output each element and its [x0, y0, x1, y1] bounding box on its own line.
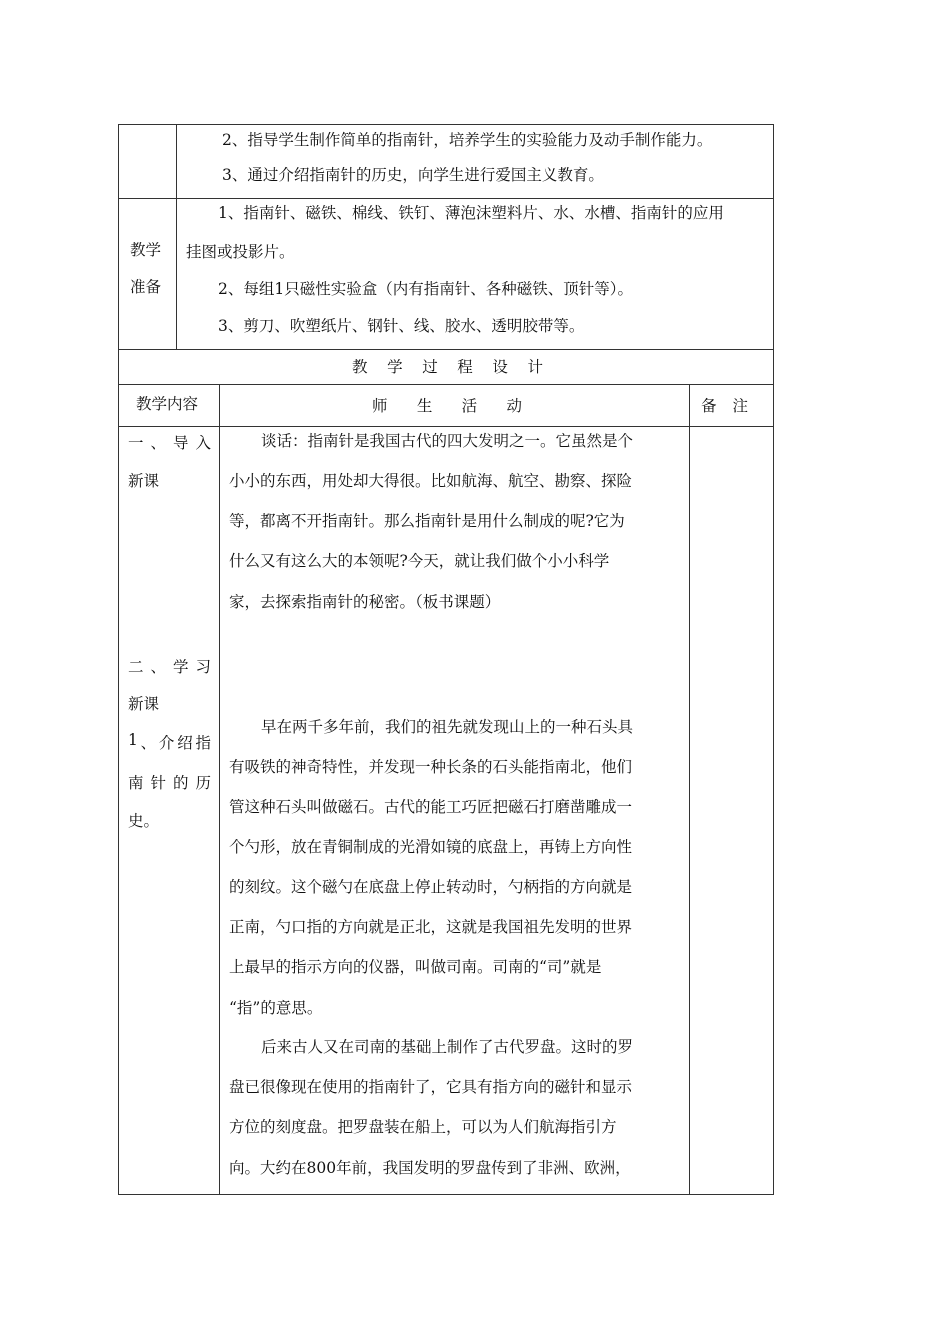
section-intro-char: 入: [195, 434, 211, 452]
activity-line: 盘已很像现在使用的指南针了，它具有指方向的磁针和显示: [229, 1078, 633, 1096]
preparation-item-1-line2: 挂图或投影片。: [186, 243, 295, 261]
process-title: [352, 355, 543, 377]
preparation-label-line2: 准备: [130, 278, 162, 296]
table-border-bottom: [118, 1194, 774, 1195]
header-activity: [372, 394, 522, 416]
header-activity-char: 活: [461, 397, 478, 415]
process-title-char: 程: [457, 358, 473, 376]
section-learn-char: 学: [172, 658, 189, 676]
activity-line: 家，去探索指南针的秘密。（板书课题）: [229, 593, 501, 611]
table-rule-vertical: [176, 124, 177, 350]
preparation-label-line1: 教学: [130, 241, 162, 259]
activity-line: 管这种石头叫做磁石。古代的能工巧匠把磁石打磨凿雕成一: [229, 798, 633, 816]
section-learn-char: 习: [195, 658, 211, 676]
process-title-char: 学: [387, 358, 403, 376]
header-notes: [701, 394, 748, 416]
section-intro-line2: 新课: [128, 472, 160, 490]
header-activity-char: 师: [372, 397, 388, 415]
activity-line: 有吸铁的神奇特性，并发现一种长条的石头能指南北，他们: [229, 758, 633, 776]
section-intro-char: 一: [128, 434, 144, 452]
section-history-char: 绍: [177, 734, 193, 752]
activity-line: 上最早的指示方向的仪器，叫做司南。司南的“司”就是: [229, 958, 602, 976]
activity-line: 谈话：指南针是我国古代的四大发明之一。它虽然是个: [261, 432, 634, 450]
table-rule-vertical: [219, 384, 220, 1195]
header-activity-char: 动: [506, 397, 522, 415]
header-content: 教学内容: [136, 395, 199, 413]
section-history-char: 介: [158, 734, 175, 752]
section-history-char: 指: [195, 734, 211, 752]
section-intro-char: 、: [150, 434, 166, 452]
section-history-char: 1: [128, 731, 138, 749]
activity-line: 什么又有这么大的本领呢?今天，就让我们做个小小科学: [229, 552, 610, 570]
activity-line: 等，都离不开指南针。那么指南针是用什么制成的呢?它为: [229, 512, 625, 530]
header-notes-char: 备: [701, 397, 717, 415]
section-history-char: 针: [150, 774, 166, 792]
activity-line: 早在两千多年前，我们的祖先就发现山上的一种石头具: [261, 718, 634, 736]
section-history-char: 南: [128, 774, 144, 792]
table-rule: [118, 198, 774, 199]
section-history-char: 的: [172, 774, 189, 792]
section-learn-line2: 新课: [128, 695, 160, 713]
section-intro-line1: [128, 431, 211, 453]
preparation-item-1-line1: 1、指南针、磁铁、棉线、铁钉、薄泡沫塑料片、水、水槽、指南针的应用: [218, 204, 724, 222]
activity-line: 小小的东西，用处却大得很。比如航海、航空、勘察、探险: [229, 472, 633, 490]
process-title-char: 教: [352, 358, 368, 376]
activity-line: 后来古人又在司南的基础上制作了古代罗盘。这时的罗: [261, 1038, 634, 1056]
activity-line: 的刻纹。这个磁勺在底盘上停止转动时，勺柄指的方向就是: [229, 878, 633, 896]
section-learn-char: 二: [128, 658, 144, 676]
preparation-item-3: 3、剪刀、吹塑纸片、钢针、线、胶水、透明胶带等。: [218, 317, 585, 335]
activity-line: 向。大约在800年前，我国发明的罗盘传到了非洲、欧洲，: [229, 1159, 631, 1177]
section-history-char: 历: [195, 774, 211, 792]
section-history-line3: 史。: [128, 812, 160, 830]
objective-item-3: 3、通过介绍指南针的历史，向学生进行爱国主义教育。: [222, 166, 604, 184]
section-intro-char: 导: [172, 434, 189, 452]
preparation-item-2: 2、每组1只磁性实验盒（内有指南针、各种磁铁、顶针等）。: [218, 280, 633, 298]
section-history-line2: [128, 771, 211, 793]
table-border-right: [773, 124, 774, 1195]
table-border-top: [118, 124, 774, 125]
activity-line: 正南，勺口指的方向就是正北，这就是我国祖先发明的世界: [229, 918, 633, 936]
table-rule-vertical: [689, 384, 690, 1195]
table-border-left: [118, 124, 119, 1195]
table-rule: [118, 349, 774, 350]
header-activity-char: 生: [416, 397, 433, 415]
activity-line: “指”的意思。: [229, 999, 323, 1017]
process-title-char: 计: [527, 358, 543, 376]
activity-line: 个勺形，放在青铜制成的光滑如镜的底盘上，再铸上方向性: [229, 838, 633, 856]
section-history-line1: [128, 731, 211, 753]
objective-item-2: 2、指导学生制作简单的指南针，培养学生的实验能力及动手制作能力。: [222, 131, 713, 149]
header-notes-char: 注: [732, 397, 748, 415]
table-rule: [118, 384, 774, 385]
activity-line: 方位的刻度盘。把罗盘装在船上，可以为人们航海指引方: [229, 1118, 617, 1136]
section-history-char: 、: [140, 734, 157, 752]
process-title-char: 过: [422, 358, 438, 376]
table-rule: [118, 426, 774, 427]
section-learn-line1: [128, 655, 211, 677]
section-learn-char: 、: [150, 658, 166, 676]
process-title-char: 设: [492, 358, 508, 376]
